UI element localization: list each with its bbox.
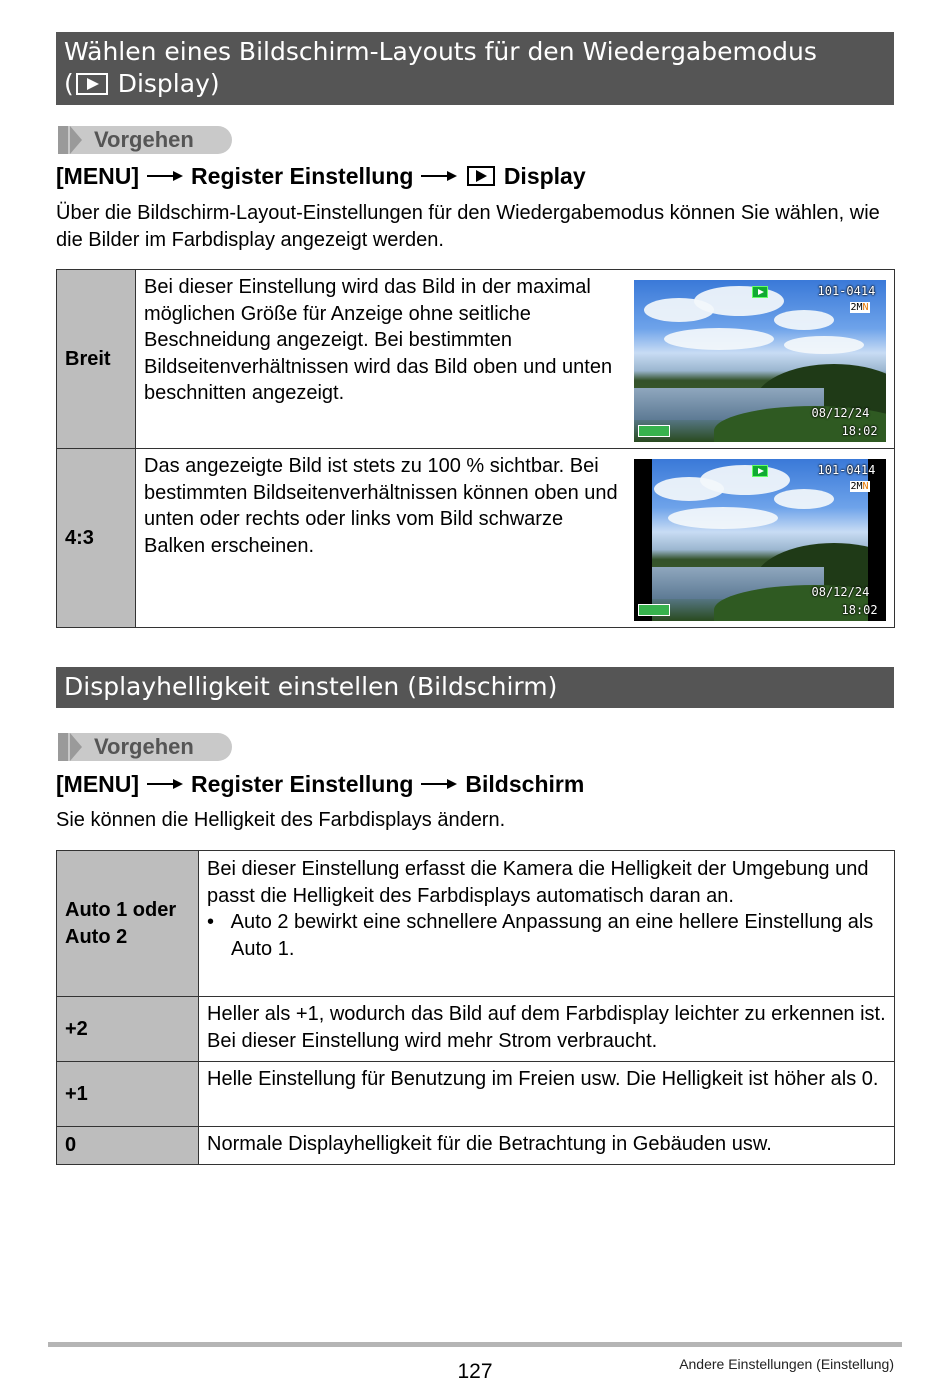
play-mode-icon <box>467 166 495 186</box>
chapter-name: Andere Einstellungen (Einstellung) <box>679 1356 894 1372</box>
row-label: Breit <box>57 270 136 449</box>
row-description: Bei dieser Einstellung erfasst die Kamera die Helligkeit der Umgebung und passt die Helligkeit des Farbdisplays automatisch daran an. • Auto 2 bewirkt eine schnellere Anpassung an eine hellere Einstellung als Auto 1. <box>199 851 895 997</box>
page-number: 127 <box>457 1360 493 1382</box>
row-label: Auto 1 oder Auto 2 <box>57 851 199 997</box>
table-row <box>57 851 895 997</box>
section-title-brightness: Displayhelligkeit einstellen (Bildschirm) <box>56 667 894 708</box>
menu-target: Display <box>503 163 586 189</box>
menu-key: [MENU] <box>56 771 140 797</box>
image-size: 2MN <box>850 302 869 313</box>
vorgehen-marker-icon <box>58 126 68 154</box>
image-size: 2MN <box>850 481 869 492</box>
vorgehen-arrow-icon <box>70 733 82 761</box>
table-row <box>57 1062 895 1127</box>
date-readout: 08/12/24 <box>811 406 870 420</box>
section-title-display <box>56 32 894 105</box>
section-title-line2: ( Display) <box>64 69 220 98</box>
row-description: Das angezeigte Bild ist stets zu 100 % sichtbar. Bei bestimmten Bildseitenverhältnissen können oben und unten oder rechts oder links vom Bild schwarze Balken erscheinen. <box>136 449 634 628</box>
preview-screen-4-3 <box>634 459 886 621</box>
preview-screen-wide <box>634 280 886 442</box>
table-row <box>57 270 895 449</box>
file-number: 101-0414 <box>817 463 876 477</box>
play-mode-icon <box>752 465 768 477</box>
table-row <box>57 997 895 1062</box>
brightness-table <box>56 850 895 1165</box>
arrow-right-icon <box>421 777 457 791</box>
battery-icon <box>638 425 670 437</box>
arrow-right-icon <box>147 777 183 791</box>
battery-icon <box>638 604 670 616</box>
layout-table <box>56 269 895 628</box>
vorgehen-badge: Vorgehen <box>58 126 232 154</box>
footer-rule <box>48 1342 902 1347</box>
time-readout: 18:02 <box>841 424 878 438</box>
row-label: 0 <box>57 1127 199 1165</box>
menu-register: Register Einstellung <box>191 771 414 797</box>
menu-path <box>56 162 586 190</box>
black-bar-left <box>634 459 652 621</box>
intro-text: Sie können die Helligkeit des Farbdisplays ändern. <box>56 809 506 831</box>
row-label: +2 <box>57 997 199 1062</box>
table-row <box>57 1127 895 1165</box>
table-row <box>57 449 895 628</box>
menu-target: Bildschirm <box>465 771 585 797</box>
menu-path <box>56 770 584 798</box>
bullet-item: • Auto 2 bewirkt eine schnellere Anpassung an eine hellere Einstellung als Auto 1. <box>207 911 874 960</box>
menu-key: [MENU] <box>56 163 140 189</box>
file-number: 101-0414 <box>817 284 876 298</box>
row-description: Helle Einstellung für Benutzung im Freien usw. Die Helligkeit ist höher als 0. <box>199 1062 895 1127</box>
row-label: +1 <box>57 1062 199 1127</box>
date-readout: 08/12/24 <box>811 585 870 599</box>
preview-cell <box>634 449 895 628</box>
play-mode-icon <box>752 286 768 298</box>
vorgehen-marker-icon <box>58 733 68 761</box>
section-title-line1: Wählen eines Bildschirm-Layouts für den Wiedergabemodus <box>64 37 817 66</box>
row-description: Normale Displayhelligkeit für die Betrachtung in Gebäuden usw. <box>199 1127 895 1165</box>
arrow-right-icon <box>421 169 457 183</box>
vorgehen-arrow-icon <box>70 126 82 154</box>
row-description: Bei dieser Einstellung wird das Bild in der maximal möglichen Größe für Anzeige ohne seitliche Beschneidung angezeigt. Bei bestimmten Bildseitenverhältnissen wird das Bild oben und unten beschnitten angezeigt. <box>136 270 634 449</box>
play-mode-icon <box>76 73 108 95</box>
preview-cell <box>634 270 895 449</box>
vorgehen-badge: Vorgehen <box>58 733 232 761</box>
row-description: Heller als +1, wodurch das Bild auf dem Farbdisplay leichter zu erkennen ist. Bei dieser Einstellung wird mehr Strom verbraucht. <box>199 997 895 1062</box>
menu-register: Register Einstellung <box>191 163 414 189</box>
arrow-right-icon <box>147 169 183 183</box>
row-label: 4:3 <box>57 449 136 628</box>
intro-text: Über die Bildschirm-Layout-Einstellungen für den Wiedergabemodus können Sie wählen, wie die Bilder im Farbdisplay angezeigt werden. <box>56 202 880 251</box>
time-readout: 18:02 <box>841 603 878 617</box>
black-bar-right <box>868 459 886 621</box>
